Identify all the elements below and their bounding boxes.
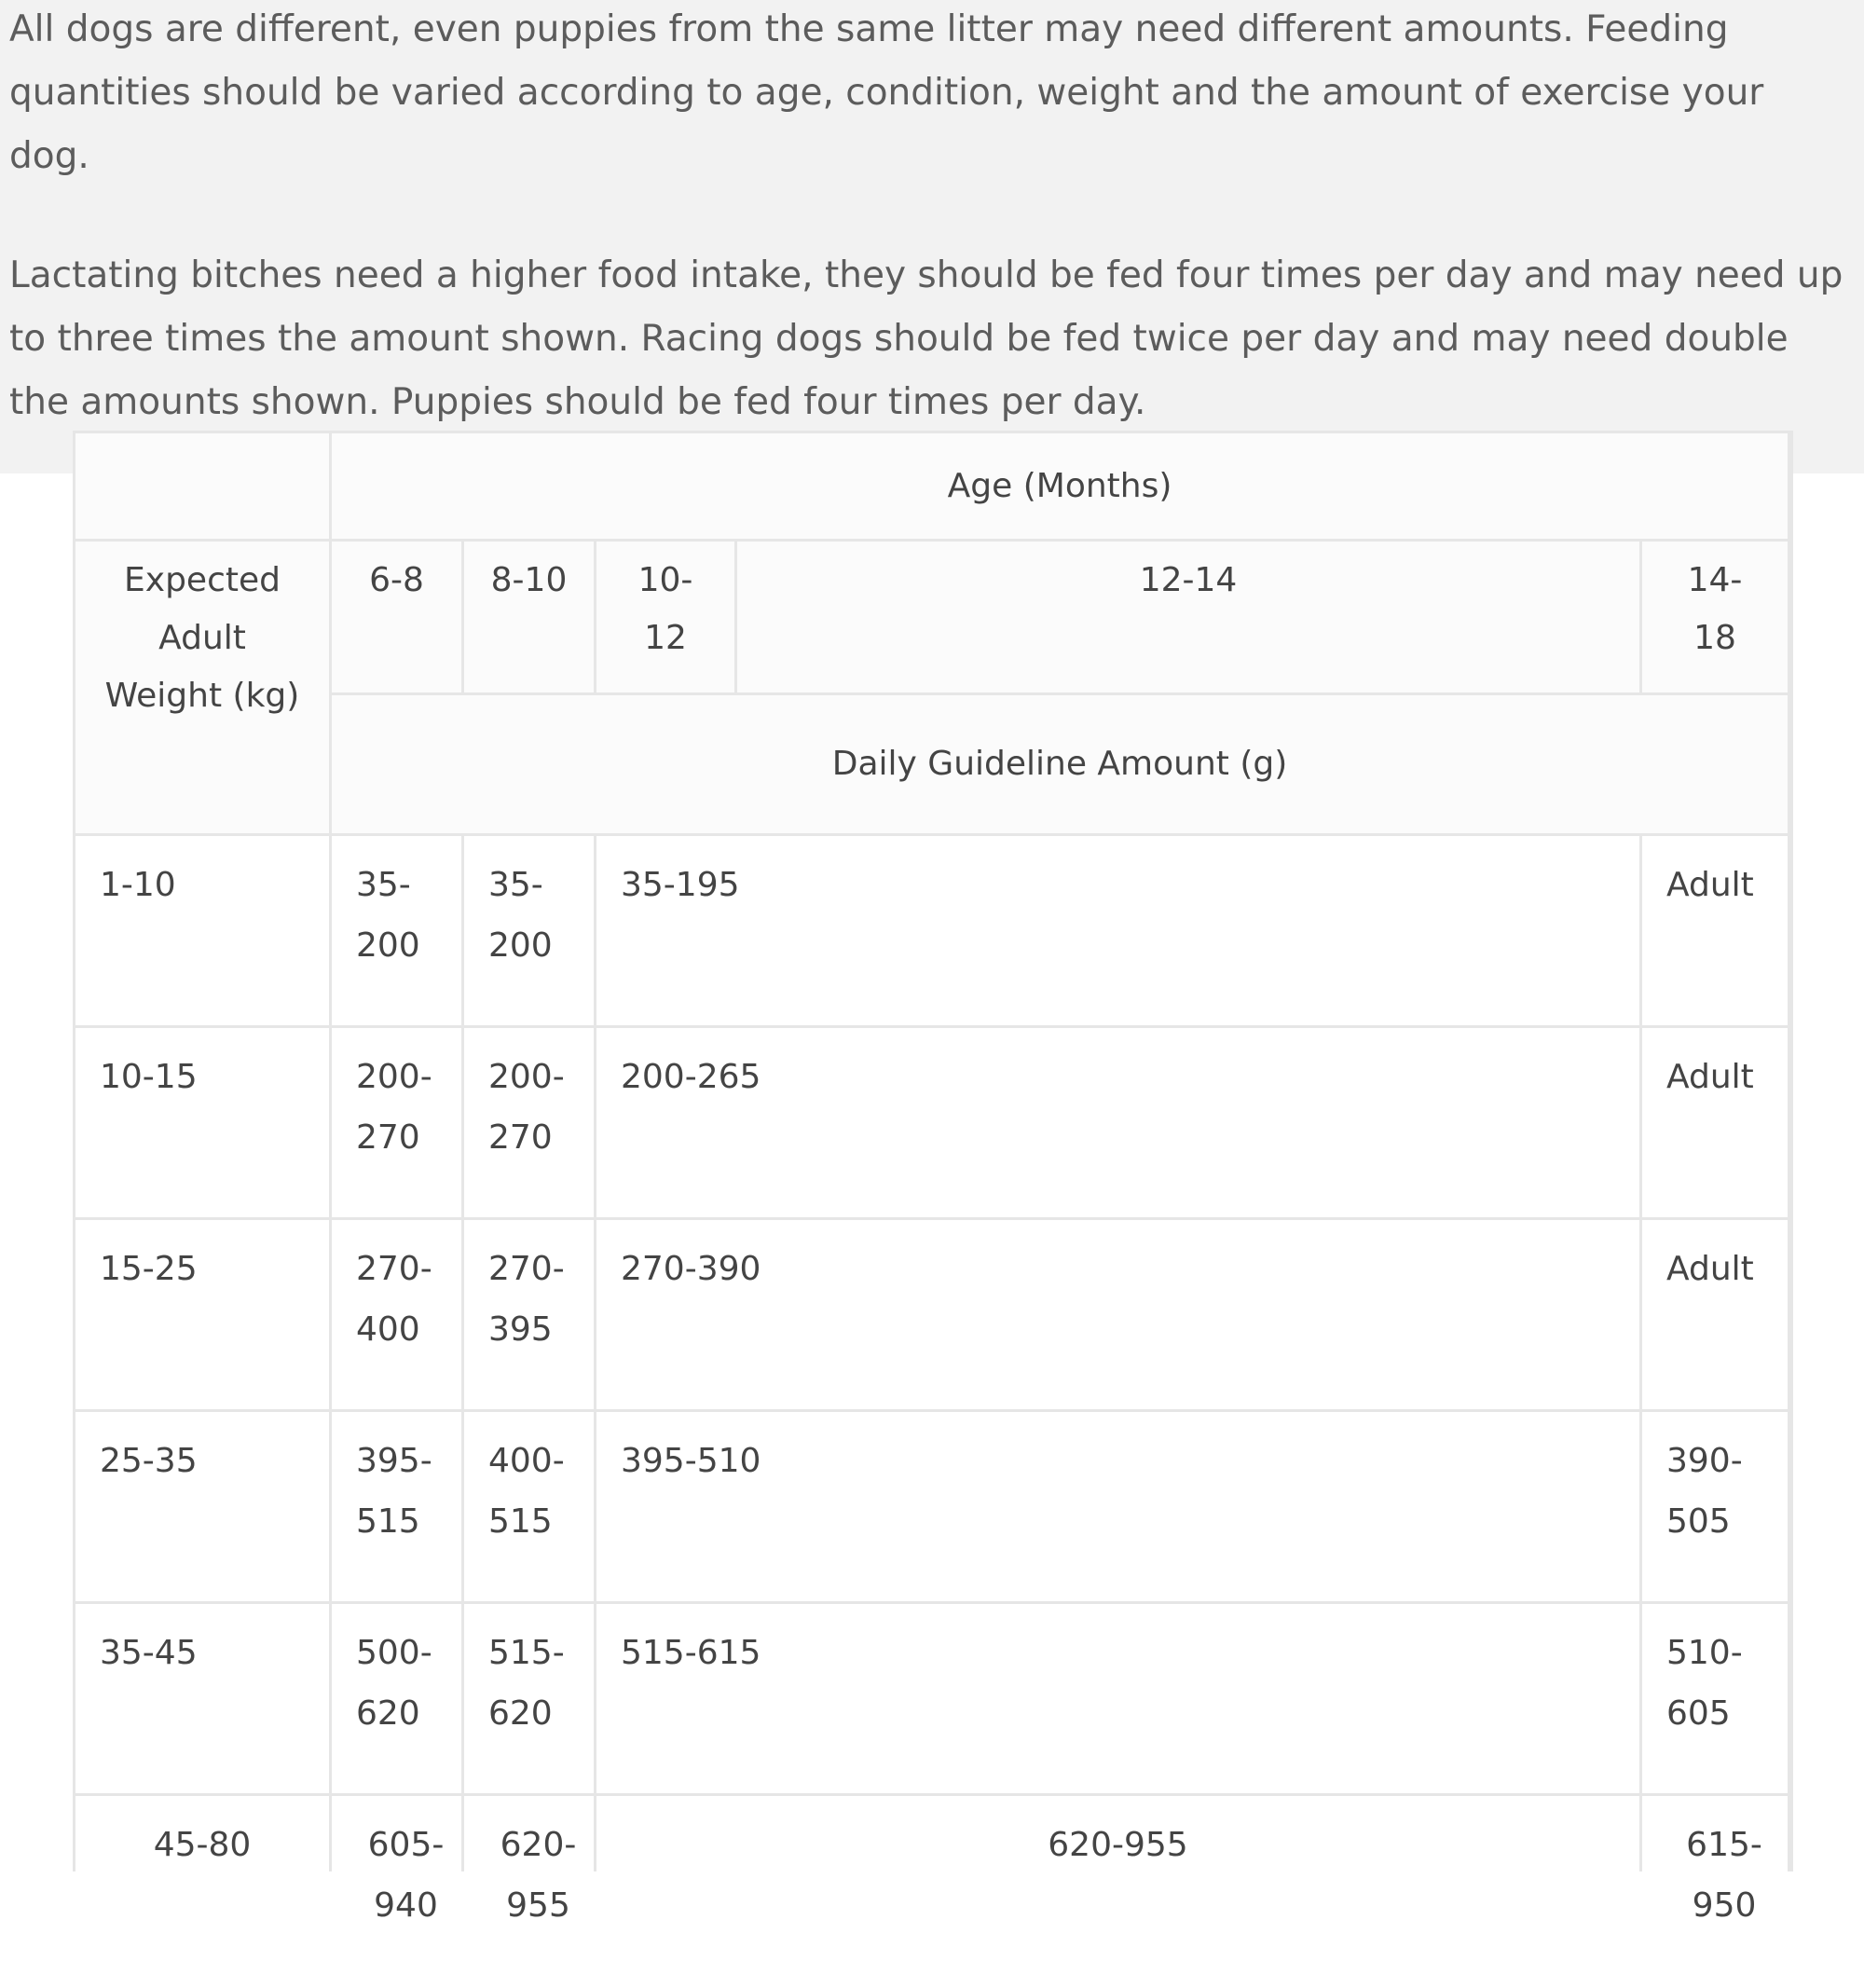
amount-cell: 270-390 [596,1220,1639,1409]
age-column-header: 6-8 [332,542,461,692]
feeding-table-container [73,431,1793,1925]
age-column-header: 10-12 [596,542,734,692]
amount-cell: 615-950 [1642,1796,1788,1985]
age-column-header: 8-10 [464,542,594,692]
table-row [75,1220,1790,1409]
weight-cell: 10-15 [75,1028,329,1217]
amount-cell: Adult [1642,1220,1788,1409]
age-column-header: 12-14 [737,542,1639,692]
weight-cell: 35-45 [75,1604,329,1793]
amount-cell: 605-940 [332,1796,461,1985]
intro-section [0,0,1864,473]
table-row [75,1796,1790,1985]
amount-cell: 515-615 [596,1604,1639,1793]
weight-cell: 1-10 [75,836,329,1025]
daily-amount-header: Daily Guideline Amount (g) [332,695,1788,833]
amount-cell: 35-195 [596,836,1639,1025]
amount-cell: 390-505 [1642,1412,1788,1601]
amount-cell: 515-620 [464,1604,594,1793]
amount-cell: 620-955 [596,1796,1639,1985]
feeding-guide-table [73,431,1793,1988]
table-row [75,1604,1790,1793]
table-header-row-amount [75,695,1790,833]
expected-weight-header: Expected Adult Weight (kg) [75,542,329,833]
weight-cell: 45-80 [75,1796,329,1985]
amount-cell: 200-270 [332,1028,461,1217]
amount-cell: 395-510 [596,1412,1639,1601]
amount-cell: 35-200 [464,836,594,1025]
amount-cell: Adult [1642,1028,1788,1217]
table-row [75,1412,1790,1601]
amount-cell: 270-400 [332,1220,461,1409]
empty-corner-cell [75,433,329,539]
amount-cell: 510-605 [1642,1604,1788,1793]
weight-cell: 15-25 [75,1220,329,1409]
amount-cell: 200-265 [596,1028,1639,1217]
intro-paragraph-1: All dogs are different, even puppies from the same litter may need different amounts. Feeding quantities should be varied according to age, condition, weight and the amount of exercise your dog. [9,8,1764,177]
age-months-header: Age (Months) [332,433,1788,539]
amount-cell: 620-955 [464,1796,594,1985]
table-row [75,836,1790,1025]
amount-cell: 270-395 [464,1220,594,1409]
table-row [75,1028,1790,1217]
table-header-row-age-ranges [75,542,1790,692]
amount-cell: 500-620 [332,1604,461,1793]
amount-cell: 400-515 [464,1412,594,1601]
amount-cell: 35-200 [332,836,461,1025]
age-column-header: 14-18 [1642,542,1788,692]
amount-cell: 200-270 [464,1028,594,1217]
amount-cell: 395-515 [332,1412,461,1601]
weight-cell: 25-35 [75,1412,329,1601]
intro-paragraph-2: Lactating bitches need a higher food intake, they should be fed four times per day and may need up to three times the amount shown. Racing dogs should be fed twice per day and may need double the amounts shown. Puppies should be fed four times per day. [9,254,1843,423]
table-header-row-age [75,433,1790,539]
amount-cell: Adult [1642,836,1788,1025]
